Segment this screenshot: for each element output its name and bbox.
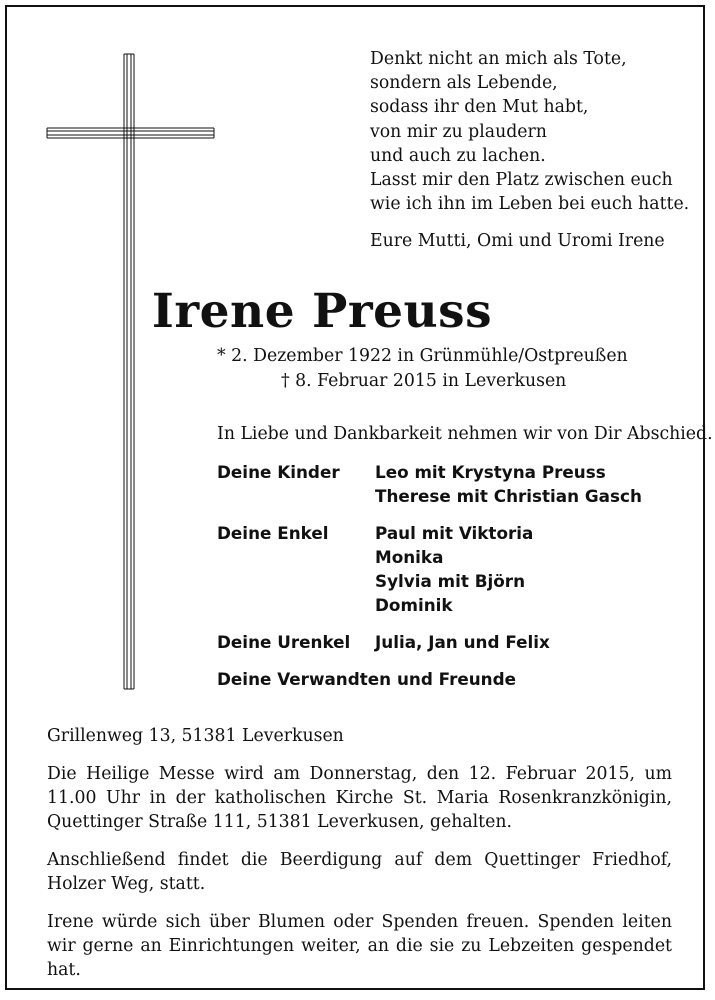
family-group-label: Deine Urenkel: [217, 632, 351, 652]
donation-info: Irene würde sich über Blumen oder Spenden freuen. Spenden leiten wir gerne an Einrichtungen weiter, an die sie zu Lebzeiten gespendet hat.: [47, 912, 672, 980]
family-member: Sylvia mit Björn: [375, 571, 526, 591]
family-member: Monika: [375, 547, 444, 567]
family-group-label: Deine Enkel: [217, 523, 329, 543]
family-member: Therese mit Christian Gasch: [375, 486, 642, 506]
birth-date: * 2. Dezember 1922 in Grünmühle/Ostpreußen: [217, 346, 628, 366]
mass-info: Die Heilige Messe wird am Donnerstag, den 12. Februar 2015, um 11.00 Uhr in der katholischen Kirche St. Maria Rosenkranzkönigin, Quettinger Straße 111, 51381 Leverkusen, gehalten.: [47, 764, 672, 832]
poem-line: und auch zu lachen.: [370, 145, 546, 166]
relatives-line: Deine Verwandten und Freunde: [217, 669, 517, 689]
family-member: Paul mit Viktoria: [375, 523, 534, 543]
poem-line: Denkt nicht an mich als Tote,: [370, 49, 627, 69]
poem-line: von mir zu plaudern: [370, 121, 547, 142]
family-member: Dominik: [375, 595, 453, 615]
family-group-members: [375, 460, 642, 508]
family-list: [217, 460, 677, 691]
life-dates: [217, 344, 647, 393]
farewell-text: In Liebe und Dankbarkeit nehmen wir von Dir Abschied.: [217, 424, 713, 444]
poem: [370, 47, 690, 254]
poem-line: sondern als Lebende,: [370, 73, 558, 94]
address: Grillenweg 13, 51381 Leverkusen: [47, 726, 344, 746]
family-group-grandchildren: [217, 521, 677, 617]
family-member: Julia, Jan und Felix: [375, 632, 550, 652]
family-group-members: [375, 521, 533, 617]
family-group-great-grandchildren: [217, 630, 677, 654]
poem-line: sodass ihr den Mut habt,: [370, 97, 589, 118]
death-date: † 8. Februar 2015 in Leverkusen: [281, 370, 567, 391]
poem-signature: Eure Mutti, Omi und Uromi Irene: [370, 231, 665, 252]
family-group-children: [217, 460, 677, 508]
burial-info: Anschließend findet die Beerdigung auf dem Quettinger Friedhof, Holzer Weg, statt.: [47, 850, 672, 894]
poem-line: Lasst mir den Platz zwischen euch: [370, 170, 673, 191]
poem-line: wie ich ihn im Leben bei euch hatte.: [370, 194, 690, 215]
service-details: [47, 724, 672, 996]
deceased-name: Irene Preuss: [151, 284, 493, 339]
family-member: Leo mit Krystyna Preuss: [375, 462, 606, 482]
family-group-label: Deine Kinder: [217, 462, 340, 482]
family-group-members: [375, 630, 550, 654]
obituary-notice: [5, 5, 713, 990]
